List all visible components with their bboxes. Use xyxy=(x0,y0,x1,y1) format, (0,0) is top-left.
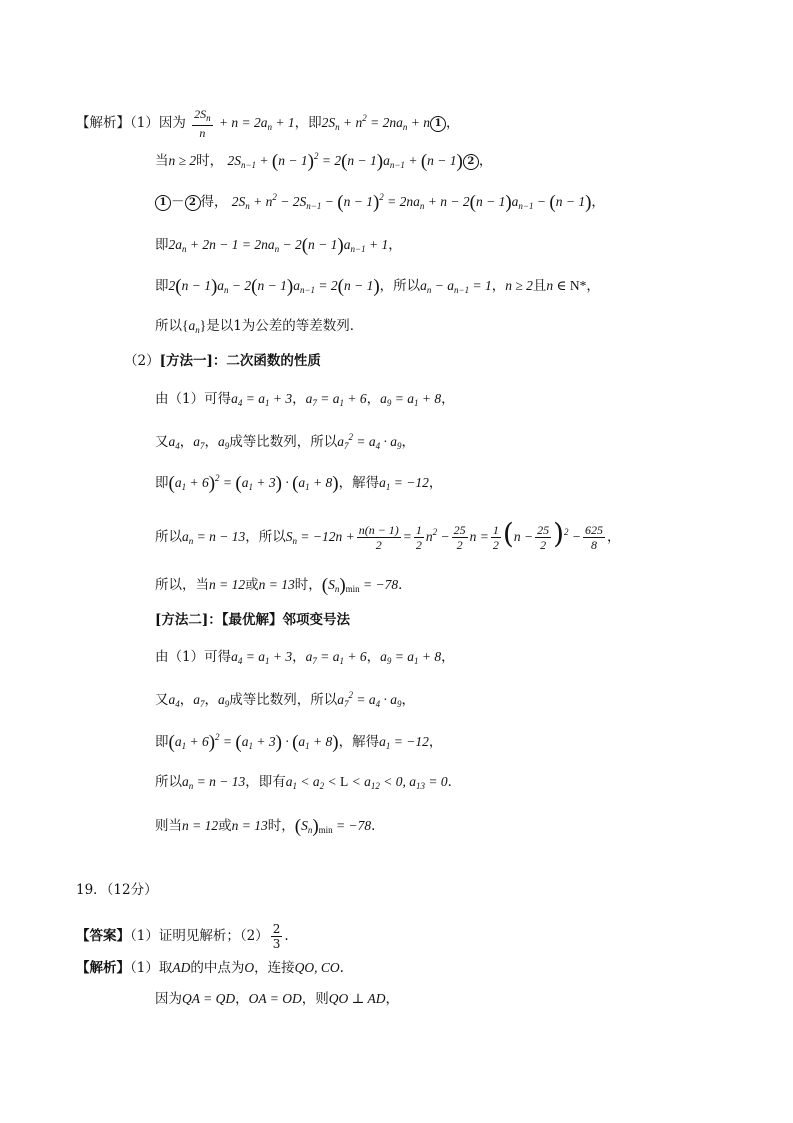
m1-line-3: 即$(a_1 + 6)^2 = (a_1 + 3) \cdot (a_1 + 8)$，解得$a_1 = -12$， xyxy=(155,473,443,494)
sol18-line-1: 【解析】（1）因为 $\frac{2S_n}{n}$ + $n = 2a_n + 1$，即$2S_n + n^2 = 2na_n + n$ 1 ， xyxy=(76,107,460,140)
fraction-25-2b: $\frac{25}{2}$ xyxy=(537,523,550,552)
q19-title: 19．（12分） xyxy=(76,882,158,898)
sol18-line-2: 当n ≥ 2时， $2S_{n-1} + (n - 1)^2 = 2(n - 1)a_{n-1} + (n - 1)$ 2 ， xyxy=(155,151,493,172)
sol18-line-5: 即$2(n - 1)a_n - 2(n - 1)a_{n-1} = 2(n - 1)$，所以$a_n - a_{n-1} = 1$，n ≥ 2且n ∈ N*， xyxy=(155,276,600,297)
m2-line-3: 即$(a_1 + 6)^2 = (a_1 + 3) \cdot (a_1 + 8)$，解得$a_1 = -12$， xyxy=(155,732,443,753)
fraction-25-2: $\frac{25}{2}$ xyxy=(453,523,466,552)
m1-line-4: 所以$a_n = n - 13$，所以$S_n = -12n$ + $\frac{n(n - 1)}{2}$ = $\frac{1}{2}$ $n^2$ − $\frac{25}{2}$ n = $\frac{1}{2}$ (n − $\frac{25}{2}$ )$^2$ − $\frac{625}{8}$ ， xyxy=(155,517,621,552)
fraction-1-2: $\frac{1}{2}$ xyxy=(415,523,422,552)
m1-line-1: 由（1）可得$a_4 = a_1 + 3$，$a_7 = a_1 + 6$，$a_9 = a_1 + 8$， xyxy=(155,391,455,408)
q19-solution-2: 因为QA = QD，OA = OD，则QO ⊥ AD， xyxy=(155,991,399,1007)
fraction-n-n-1-over-2: $\frac{n(n - 1)}{2}$ xyxy=(358,523,399,552)
q19-solution-1: 【解析】（1）取AD的中点为O，连接QO, CO. xyxy=(76,960,344,976)
fraction-2sn-over-n: $\frac{2S_n}{n}$ xyxy=(194,107,211,140)
m2-line-5: 则当n = 12或n = 13时，$(S_n)_{min} = -78$． xyxy=(155,816,385,837)
method-2-heading: [方法二]：【最优解】邻项变号法 xyxy=(155,612,351,628)
fraction-625-8: $\frac{625}{8}$ xyxy=(585,523,604,552)
circled-one-icon: 1 xyxy=(155,195,171,211)
m1-line-2: 又$a_4$，$a_7$，$a_9$成等比数列，所以$a_7^2 = a_4 \cdot a_9$， xyxy=(155,432,415,451)
sol18-line-6: 所以$\{a_n\}$是以1为公差的等差数列． xyxy=(155,318,364,335)
sol18-line-3: 1 － 2 得， $2S_n + n^2 - 2S_{n-1} - (n - 1)^2 = 2na_n + n - 2(n - 1)a_{n-1} - (n - 1)$， xyxy=(155,193,605,212)
fraction-1-2b: $\frac{1}{2}$ xyxy=(492,523,499,552)
m2-line-4: 所以$a_n = n - 13$，即有$a_1 < a_2 < L < a_{12} < 0$, $a_{13} = 0$． xyxy=(155,774,462,791)
m2-line-2: 又$a_4$，$a_7$，$a_9$成等比数列，所以$a_7^2 = a_4 \cdot a_9$， xyxy=(155,690,415,709)
conclusion-text: 是以1为公差的等差数列． xyxy=(206,318,364,334)
circled-two-icon: 2 xyxy=(463,154,479,170)
q19-answer: 【答案】（1）证明见解析；（2） $\frac{2}{3}$ . xyxy=(76,922,289,951)
sol18-line-4: 即$2a_n + 2n - 1 = 2na_n - 2(n - 1)a_{n-1} + 1$， xyxy=(155,235,402,256)
circled-one-icon: 1 xyxy=(430,116,446,132)
m1-line-5: 所以，当n = 12或n = 13时，$(S_n)_{min} = -78$． xyxy=(155,575,412,596)
method-1-heading: （2）[方法一]：二次函数的性质 xyxy=(124,353,321,369)
circled-two-icon: 2 xyxy=(185,195,201,211)
answer-fraction: $\frac{2}{3}$ xyxy=(272,922,281,951)
sol18-head: 【解析】（1）因为 xyxy=(76,115,186,131)
m2-line-1: 由（1）可得$a_4 = a_1 + 3$，$a_7 = a_1 + 6$，$a_9 = a_1 + 8$， xyxy=(155,649,455,666)
